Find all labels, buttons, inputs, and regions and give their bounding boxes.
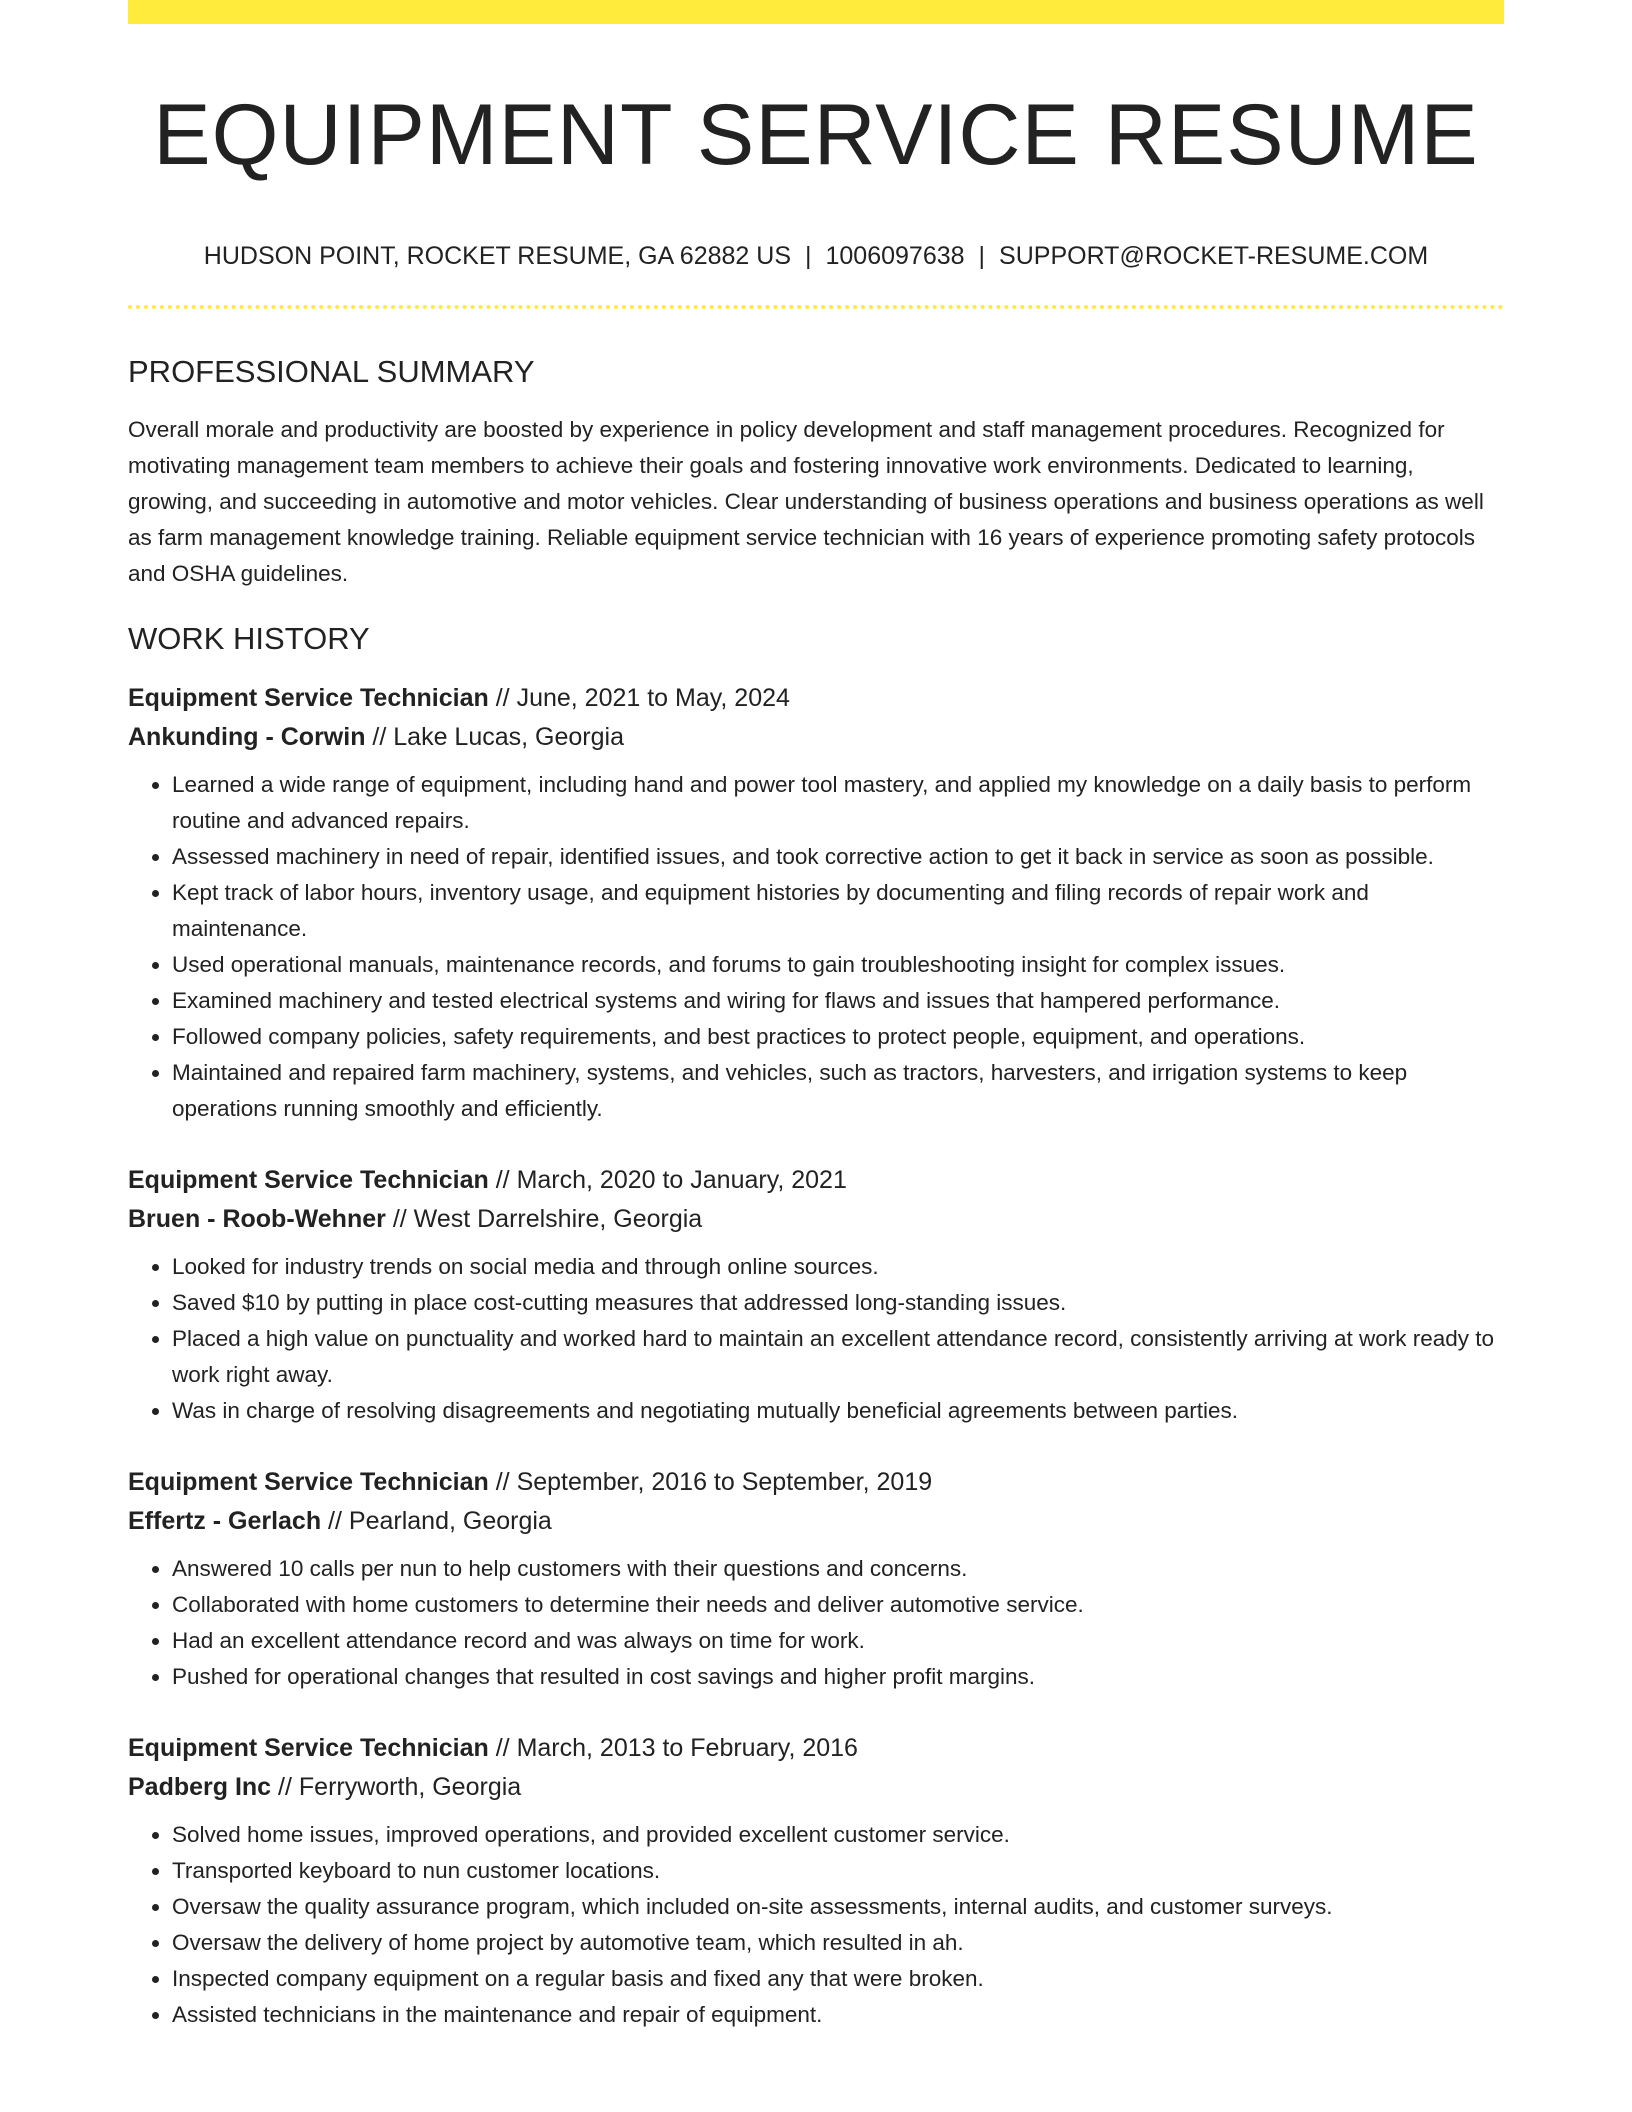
contact-phone: 1006097638 (825, 241, 965, 270)
job-duties-list (128, 1817, 1504, 2033)
job-title-line (128, 1729, 1504, 1768)
job-separator: // (271, 1772, 299, 1801)
job-separator: // (385, 1204, 414, 1233)
contact-separator: | (805, 241, 812, 270)
job-title: Equipment Service Technician (128, 1165, 489, 1194)
job-duty-item: • Learned a wide range of equipment, including hand and power tool mastery, and applied my knowledge on a daily basis to perform routine and advanced repairs. (172, 767, 1504, 839)
job-separator: // (488, 1467, 517, 1496)
job-duty-item: • Pushed for operational changes that resulted in cost savings and higher profit margins. (172, 1659, 1504, 1695)
job-title: Equipment Service Technician (128, 1467, 489, 1496)
job-duty-item: • Used operational manuals, maintenance records, and forums to gain troubleshooting insight for complex issues. (172, 947, 1504, 983)
contact-separator: | (978, 241, 986, 270)
work-history-list (128, 679, 1504, 2033)
job-duty-item: • Collaborated with home customers to determine their needs and deliver automotive service. (172, 1587, 1504, 1623)
job-duty-item: • Transported keyboard to nun customer locations. (172, 1853, 1504, 1889)
contact-address: HUDSON POINT, ROCKET RESUME, GA 62882 US (203, 241, 791, 270)
job-entry (128, 1729, 1504, 2033)
top-accent-bar (128, 0, 1504, 24)
job-separator: // (488, 1165, 517, 1194)
job-entry (128, 1463, 1504, 1695)
job-location: Pearland, Georgia (348, 1506, 552, 1535)
job-entry (128, 679, 1504, 1127)
job-duty-item: • Placed a high value on punctuality and worked hard to maintain an excellent attendance record, consistently arriving at work ready to work right away. (172, 1321, 1504, 1393)
job-separator: // (365, 722, 394, 751)
job-duty-item: • Saved $10 by putting in place cost-cutting measures that addressed long-standing issues. (172, 1285, 1504, 1321)
job-duty-item: • Inspected company equipment on a regular basis and fixed any that were broken. (172, 1961, 1504, 1997)
job-separator: // (321, 1506, 349, 1535)
job-location: Lake Lucas, Georgia (393, 722, 624, 751)
job-company: Bruen - Roob-Wehner (128, 1204, 386, 1233)
job-duty-item: • Examined machinery and tested electrical systems and wiring for flaws and issues that hampered performance. (172, 983, 1504, 1019)
job-duty-item: • Answered 10 calls per nun to help customers with their questions and concerns. (172, 1551, 1504, 1587)
job-company: Ankunding - Corwin (128, 722, 366, 751)
job-title-line (128, 1161, 1504, 1200)
job-duty-item: • Assessed machinery in need of repair, identified issues, and took corrective action to get it back in service as soon as possible. (172, 839, 1504, 875)
summary-text: Overall morale and productivity are boosted by experience in policy development and staff management procedures. Recognized for motivating management team members to achieve their goals and fostering innovative work environments. Dedicated to learning, growing, and succeeding in automotive and motor vehicles. Clear understanding of business operations and business operations as well as farm management knowledge training. Reliable equipment service technician with 16 years of experience promoting safety protocols and OSHA guidelines. (128, 416, 1484, 586)
job-duty-item: • Followed company policies, safety requirements, and best practices to protect people, equipment, and operations. (172, 1019, 1504, 1055)
job-duties-list (128, 1249, 1504, 1429)
job-company: Padberg Inc (128, 1772, 272, 1801)
job-separator: // (488, 683, 517, 712)
job-duty-item: • Looked for industry trends on social media and through online sources. (172, 1249, 1504, 1285)
header-divider (128, 305, 1504, 309)
job-duty-item: • Was in charge of resolving disagreements and negotiating mutually beneficial agreements between parties. (172, 1393, 1504, 1429)
job-company-line (128, 718, 1504, 757)
job-title-line (128, 1463, 1504, 1502)
job-dates: September, 2016 to September, 2019 (516, 1467, 933, 1496)
resume-page (128, 0, 1504, 2033)
job-location: West Darrelshire, Georgia (413, 1204, 703, 1233)
work-history-heading: WORK HISTORY (128, 620, 370, 656)
job-separator: // (488, 1733, 517, 1762)
job-duty-item: • Oversaw the quality assurance program, which included on-site assessments, internal audits, and customer surveys. (172, 1889, 1504, 1925)
job-company: Effertz - Gerlach (128, 1506, 322, 1535)
job-dates: June, 2021 to May, 2024 (516, 683, 790, 712)
job-duties-list (128, 767, 1504, 1127)
job-dates: March, 2020 to January, 2021 (516, 1165, 847, 1194)
job-title: Equipment Service Technician (128, 1733, 489, 1762)
resume-title: EQUIPMENT SERVICE RESUME (153, 87, 1479, 183)
contact-line (128, 241, 1504, 271)
summary-heading: PROFESSIONAL SUMMARY (128, 353, 535, 389)
job-duties-list (128, 1551, 1504, 1695)
job-company-line (128, 1768, 1504, 1807)
job-dates: March, 2013 to February, 2016 (516, 1733, 858, 1762)
job-location: Ferryworth, Georgia (298, 1772, 522, 1801)
contact-email: SUPPORT@ROCKET-RESUME.COM (999, 241, 1429, 270)
job-entry (128, 1161, 1504, 1429)
job-duty-item: • Oversaw the delivery of home project by automotive team, which resulted in ah. (172, 1925, 1504, 1961)
job-duty-item: • Maintained and repaired farm machinery, systems, and vehicles, such as tractors, harvesters, and irrigation systems to keep operations running smoothly and efficiently. (172, 1055, 1504, 1127)
job-title: Equipment Service Technician (128, 683, 489, 712)
job-title-line (128, 679, 1504, 718)
job-duty-item: • Solved home issues, improved operations, and provided excellent customer service. (172, 1817, 1504, 1853)
job-duty-item: • Assisted technicians in the maintenance and repair of equipment. (172, 1997, 1504, 2033)
job-company-line (128, 1200, 1504, 1239)
job-duty-item: • Kept track of labor hours, inventory usage, and equipment histories by documenting and filing records of repair work and maintenance. (172, 875, 1504, 947)
job-company-line (128, 1502, 1504, 1541)
job-duty-item: • Had an excellent attendance record and was always on time for work. (172, 1623, 1504, 1659)
